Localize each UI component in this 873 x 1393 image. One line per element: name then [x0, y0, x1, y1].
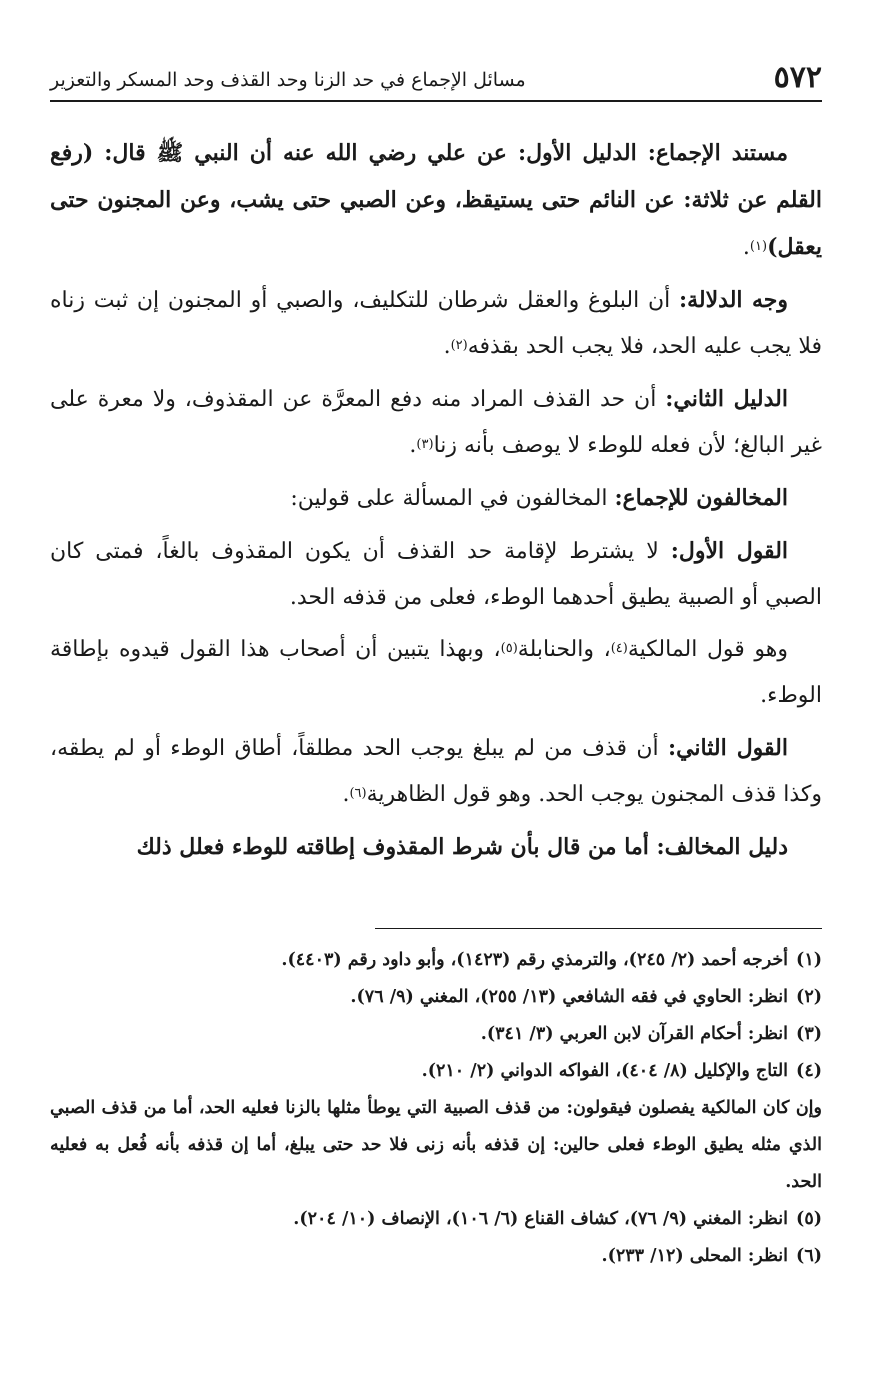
footnote-ref-4[interactable]: (٤) [610, 641, 628, 656]
footnote-text: انظر: الحاوي في فقه الشافعي (١٣/ ٢٥٥)، المغني (٩/ ٧٦). [350, 987, 789, 1007]
opinion-holders-text-1: وهو قول المالكية [627, 637, 789, 662]
footnote-ref-1[interactable]: (١) [749, 239, 768, 254]
dissenters-text: المخالفون في المسألة على قولين: [290, 486, 615, 511]
heading-dissenter-evidence: دليل المخالف: [656, 834, 788, 860]
second-opinion-text: أن قذف من لم يبلغ يوجب الحد مطلقاً، أطاق الوطء أو لم يطقه، وكذا قذف المجنون يوجب الحد. وهو قول الظاهرية [50, 736, 822, 807]
dissenter-evidence-text: أما من قال بأن شرط المقذوف إطاقته للوطء فعلل ذلك [136, 834, 657, 860]
running-title: مسائل الإجماع في حد الزنا وحد القذف وحد المسكر والتعزير [50, 69, 526, 91]
footnote-number: (١) [796, 950, 822, 970]
paragraph-second-opinion [50, 725, 822, 818]
footnote-ref-5[interactable]: (٥) [500, 641, 518, 656]
footnote-text: أخرجه أحمد (٢/ ٢٤٥)، والترمذي رقم (١٤٢٣)، وأبو داود رقم (٤٤٠٣). [281, 950, 789, 970]
footnote-3 [50, 1016, 822, 1053]
footnote-text: انظر: المحلى (١٢/ ٢٣٣). [601, 1246, 789, 1266]
footnote-number: (٦) [796, 1246, 822, 1266]
footnote-4-continuation: وإن كان المالكية يفصلون فيقولون: من قذف الصبية التي يوطأ مثلها بالزنا فعليه الحد، أما من قذف الصبي الذي مثله يطيق الوطء فعلى حالين: إن قذفه بأنه زنى فلا حد حتى يبلغ، أما إن قذفه بأنه فُعل به فعليه الحد. [50, 1098, 822, 1192]
second-evidence-text: أن حد القذف المراد منه دفع المعرَّة عن المقذوف، ولا معرة على غير البالغ؛ لأن فعله للوطء لا يوصف بأنه زنا [50, 387, 822, 458]
first-opinion-text: لا يشترط لإقامة حد القذف أن يكون المقذوف بالغاً، فمتى كان الصبي أو الصبية يطيق أحدهما الوطء، فعلى من قذفه الحد. [50, 539, 822, 610]
paragraph-second-evidence [50, 376, 822, 469]
opinion-holders-text-3: ، وبهذا يتبين أن أصحاب هذا القول قيدوه بإطاقة الوطء. [50, 637, 822, 708]
paragraph-first-opinion-holders [50, 627, 822, 719]
heading-dissenters: المخالفون للإجماع: [614, 485, 788, 511]
period: . [409, 433, 417, 458]
period: . [342, 782, 350, 807]
heading-first-opinion: القول الأول: [670, 538, 789, 564]
period: . [443, 334, 451, 359]
footnote-ref-3[interactable]: (٣) [416, 437, 434, 452]
footnote-number: (٥) [796, 1209, 822, 1229]
footnote-6 [50, 1238, 822, 1275]
page-header [50, 50, 822, 102]
footnote-number: (٤) [796, 1061, 822, 1081]
heading-evidence-aspect: وجه الدلالة: [679, 287, 788, 313]
heading-second-opinion: القول الثاني: [667, 735, 788, 761]
paragraph-first-opinion [50, 528, 822, 621]
hadith-text: عن علي رضي الله عنه أن النبي ﷺ قال: (رفع القلم عن ثلاثة: عن النائم حتى يستيقظ، وعن الصبي حتى يشب، وعن المجنون حتى يعقل) [50, 140, 822, 260]
footnote-number: (٣) [796, 1024, 822, 1044]
footnote-2 [50, 979, 822, 1016]
paragraph-evidence-aspect [50, 277, 822, 370]
footnotes [50, 942, 822, 1275]
footnote-5 [50, 1201, 822, 1238]
footnote-ref-6[interactable]: (٦) [349, 786, 367, 801]
page-number: ٥٧٢ [773, 60, 822, 95]
footnote-text: انظر: أحكام القرآن لابن العربي (٣/ ٣٤١). [480, 1024, 789, 1044]
paragraph-dissenter-evidence [50, 824, 822, 871]
footnote-4 [50, 1053, 822, 1090]
footnote-text: التاج والإكليل (٨/ ٤٠٤)، الفواكه الدواني (٢/ ٢١٠). [421, 1061, 789, 1081]
heading-second-evidence: الدليل الثاني: [665, 386, 788, 412]
paragraph-dissenters [50, 475, 822, 522]
footnote-text: انظر: المغني (٩/ ٧٦)، كشاف القناع (٦/ ١٠٦)، الإنصاف (١٠/ ٢٠٤). [293, 1209, 789, 1229]
period: . [742, 235, 750, 260]
main-text [50, 130, 822, 877]
footnote-number: (٢) [796, 987, 822, 1007]
footnote-ref-2[interactable]: (٢) [450, 338, 468, 353]
evidence-aspect-text: أن البلوغ والعقل شرطان للتكليف، والصبي أو المجنون إن ثبت زناه فلا يجب عليه الحد، فلا يجب الحد بقذفه [50, 288, 822, 359]
paragraph-ijma-basis [50, 130, 822, 271]
footnote-separator [375, 928, 822, 929]
opinion-holders-text-2: ، والحنابلة [517, 637, 611, 662]
footnote-1 [50, 942, 822, 979]
heading-ijma-basis: مستند الإجماع: الدليل الأول: [517, 140, 788, 166]
